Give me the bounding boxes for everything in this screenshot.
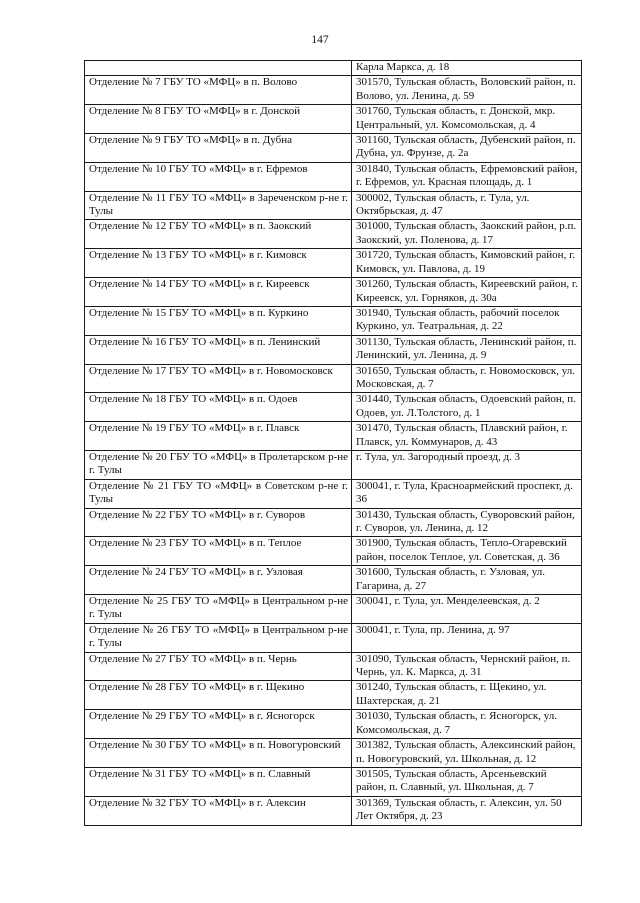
branch-name-cell: Отделение № 7 ГБУ ТО «МФЦ» в п. Волово <box>85 76 352 105</box>
table-row <box>85 710 582 739</box>
table-row <box>85 739 582 768</box>
branch-name-cell: Отделение № 32 ГБУ ТО «МФЦ» в г. Алексин <box>85 796 352 825</box>
table-row <box>85 595 582 624</box>
table-row <box>85 191 582 220</box>
branch-name-cell: Отделение № 12 ГБУ ТО «МФЦ» в п. Заокский <box>85 220 352 249</box>
branch-address-cell: 301240, Тульская область, г. Щекино, ул. Шахтерская, д. 21 <box>352 681 582 710</box>
branch-name-cell: Отделение № 28 ГБУ ТО «МФЦ» в г. Щекино <box>85 681 352 710</box>
table-row <box>85 335 582 364</box>
branch-name-cell: Отделение № 19 ГБУ ТО «МФЦ» в г. Плавск <box>85 422 352 451</box>
table-row <box>85 162 582 191</box>
table-row <box>85 652 582 681</box>
table-row <box>85 566 582 595</box>
page-number: 147 <box>311 34 329 46</box>
branch-address-cell: 301130, Тульская область, Ленинский район, п. Ленинский, ул. Ленина, д. 9 <box>352 335 582 364</box>
branch-name-cell: Отделение № 26 ГБУ ТО «МФЦ» в Центральном р-не г. Тулы <box>85 623 352 652</box>
branch-name-cell: Отделение № 23 ГБУ ТО «МФЦ» в п. Теплое <box>85 537 352 566</box>
branch-name-cell: Отделение № 11 ГБУ ТО «МФЦ» в Зареченском р-не г. Тулы <box>85 191 352 220</box>
branch-name-cell: Отделение № 16 ГБУ ТО «МФЦ» в п. Ленинский <box>85 335 352 364</box>
branch-name-cell: Отделение № 20 ГБУ ТО «МФЦ» в Пролетарском р-не г. Тулы <box>85 450 352 479</box>
branch-name-cell: Отделение № 21 ГБУ ТО «МФЦ» в Советском р-не г. Тулы <box>85 479 352 508</box>
branch-name-cell: Отделение № 18 ГБУ ТО «МФЦ» в п. Одоев <box>85 393 352 422</box>
branch-address-cell: 301720, Тульская область, Кимовский район, г. Кимовск, ул. Павлова, д. 19 <box>352 249 582 278</box>
table-row <box>85 306 582 335</box>
branch-address-cell: 301760, Тульская область, г. Донской, мкр. Центральный, ул. Комсомольская, д. 4 <box>352 105 582 134</box>
table-row <box>85 364 582 393</box>
branch-address-cell: 301000, Тульская область, Заокский район, р.п. Заокский, ул. Поленова, д. 17 <box>352 220 582 249</box>
branch-name-cell: Отделение № 27 ГБУ ТО «МФЦ» в п. Чернь <box>85 652 352 681</box>
branch-name-cell: Отделение № 9 ГБУ ТО «МФЦ» в п. Дубна <box>85 134 352 163</box>
table-row <box>85 76 582 105</box>
mfc-branches-table <box>84 60 582 826</box>
branch-address-cell: 301030, Тульская область, г. Ясногорск, ул. Комсомольская, д. 7 <box>352 710 582 739</box>
table-row <box>85 220 582 249</box>
branch-name-cell: Отделение № 24 ГБУ ТО «МФЦ» в г. Узловая <box>85 566 352 595</box>
table-row <box>85 796 582 825</box>
branch-name-cell: Отделение № 8 ГБУ ТО «МФЦ» в г. Донской <box>85 105 352 134</box>
branch-name-cell: Отделение № 30 ГБУ ТО «МФЦ» в п. Новогуровский <box>85 739 352 768</box>
branch-name-cell: Отделение № 13 ГБУ ТО «МФЦ» в г. Кимовск <box>85 249 352 278</box>
branch-address-cell: 301505, Тульская область, Арсеньевский район, п. Славный, ул. Школьная, д. 7 <box>352 767 582 796</box>
table-row <box>85 479 582 508</box>
branch-name-cell: Отделение № 22 ГБУ ТО «МФЦ» в г. Суворов <box>85 508 352 537</box>
table-row <box>85 422 582 451</box>
table-row <box>85 450 582 479</box>
branch-address-cell: Карла Маркса, д. 18 <box>352 61 582 76</box>
table-row <box>85 393 582 422</box>
branch-address-cell: 301090, Тульская область, Чернский район, п. Чернь, ул. К. Маркса, д. 31 <box>352 652 582 681</box>
table-row <box>85 537 582 566</box>
branch-address-cell: 301369, Тульская область, г. Алексин, ул. 50 Лет Октября, д. 23 <box>352 796 582 825</box>
table-row <box>85 508 582 537</box>
branch-address-cell: 301840, Тульская область, Ефремовский район, г. Ефремов, ул. Красная площадь, д. 1 <box>352 162 582 191</box>
branch-name-cell: Отделение № 10 ГБУ ТО «МФЦ» в г. Ефремов <box>85 162 352 191</box>
table-row <box>85 681 582 710</box>
table-body <box>85 61 582 826</box>
branch-address-cell: 301382, Тульская область, Алексинский район, п. Новогуровский, ул. Школьная, д. 12 <box>352 739 582 768</box>
branch-address-cell: 301440, Тульская область, Одоевский район, п. Одоев, ул. Л.Толстого, д. 1 <box>352 393 582 422</box>
table-row <box>85 278 582 307</box>
branch-name-cell <box>85 61 352 76</box>
branch-name-cell: Отделение № 15 ГБУ ТО «МФЦ» в п. Куркино <box>85 306 352 335</box>
branch-address-cell: 301470, Тульская область, Плавский район, г. Плавск, ул. Коммунаров, д. 43 <box>352 422 582 451</box>
branch-address-cell: 300002, Тульская область, г. Тула, ул. Октябрьская, д. 47 <box>352 191 582 220</box>
branch-address-cell: 301900, Тульская область, Тепло-Огаревский район, поселок Теплое, ул. Советская, д. 36 <box>352 537 582 566</box>
branch-address-cell: 300041, г. Тула, пр. Ленина, д. 97 <box>352 623 582 652</box>
branch-address-cell: 301940, Тульская область, рабочий поселок Куркино, ул. Театральная, д. 22 <box>352 306 582 335</box>
table-row <box>85 61 582 76</box>
branch-address-cell: 301600, Тульская область, г. Узловая, ул. Гагарина, д. 27 <box>352 566 582 595</box>
branch-address-cell: 301260, Тульская область, Киреевский район, г. Киреевск, ул. Горняков, д. 30а <box>352 278 582 307</box>
branch-name-cell: Отделение № 29 ГБУ ТО «МФЦ» в г. Ясногорск <box>85 710 352 739</box>
branch-address-cell: 300041, г. Тула, Красноармейский проспект, д. 36 <box>352 479 582 508</box>
table-row <box>85 105 582 134</box>
table-row <box>85 249 582 278</box>
table-row <box>85 134 582 163</box>
branch-address-cell: 301430, Тульская область, Суворовский район, г. Суворов, ул. Ленина, д. 12 <box>352 508 582 537</box>
branch-address-cell: 300041, г. Тула, ул. Менделеевская, д. 2 <box>352 595 582 624</box>
branch-address-cell: 301160, Тульская область, Дубенский район, п. Дубна, ул. Фрунзе, д. 2а <box>352 134 582 163</box>
branch-name-cell: Отделение № 17 ГБУ ТО «МФЦ» в г. Новомосковск <box>85 364 352 393</box>
table-row <box>85 767 582 796</box>
branch-address-cell: 301570, Тульская область, Воловский район, п. Волово, ул. Ленина, д. 59 <box>352 76 582 105</box>
branch-address-cell: г. Тула, ул. Загородный проезд, д. 3 <box>352 450 582 479</box>
branch-address-cell: 301650, Тульская область, г. Новомосковск, ул. Московская, д. 7 <box>352 364 582 393</box>
table-row <box>85 623 582 652</box>
branch-name-cell: Отделение № 14 ГБУ ТО «МФЦ» в г. Киреевск <box>85 278 352 307</box>
branch-name-cell: Отделение № 25 ГБУ ТО «МФЦ» в Центральном р-не г. Тулы <box>85 595 352 624</box>
branch-name-cell: Отделение № 31 ГБУ ТО «МФЦ» в п. Славный <box>85 767 352 796</box>
